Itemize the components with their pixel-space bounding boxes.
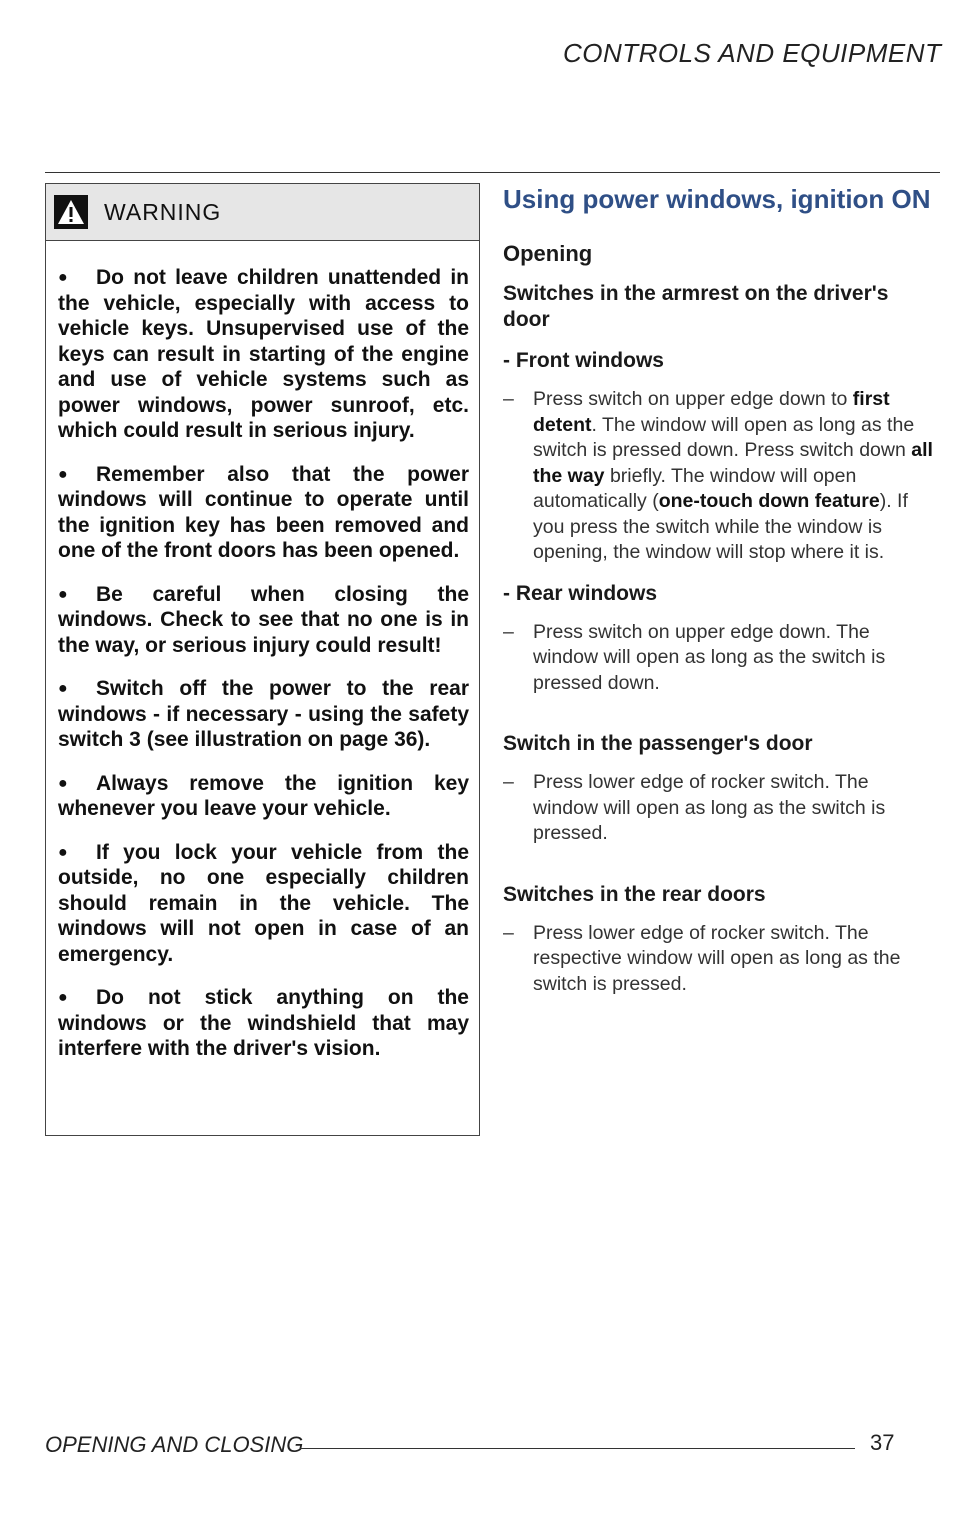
warning-item: ● Be careful when closing the windows. Check to see that no one is in the way, or serious injury could result! [58, 582, 469, 657]
warning-item: ● Always remove the ignition key whenever you leave your vehicle. [58, 771, 469, 820]
warning-label: WARNING [104, 198, 222, 225]
bullet-icon: ● [58, 680, 68, 697]
page-number: 37 [870, 1430, 895, 1455]
bullet-icon: ● [58, 465, 68, 483]
bullet-icon: ● [58, 989, 68, 1006]
passenger-door-heading: Switch in the passenger's door [503, 732, 813, 755]
rear-doors-text: – Press lower edge of rocker switch. The respective window will open as long as the switch is pressed. [503, 921, 901, 995]
warning-item: ● If you lock your vehicle from the outside, no one especially children should remain in the vehicle. The windows will not open in case of an emergency. [58, 840, 469, 966]
rear-windows-heading: - Rear windows [503, 581, 658, 605]
bullet-icon: ● [58, 269, 68, 286]
warning-list [46, 241, 479, 1062]
section-title: Using power windows, ignition ON [503, 184, 931, 214]
warning-item: ● Do not leave children unattended in the vehicle, especially with access to vehicle keys. Unsupervised use of the keys can result in starting of the engine and use of vehicle systems such as power windows, power sunroof, etc. which could result in serious injury. [58, 266, 469, 442]
warning-item: ● Remember also that the power windows will continue to operate until the ignition key has been removed and one of the front doors has been opened. [58, 462, 469, 562]
bullet-icon: ● [58, 843, 68, 861]
warning-triangle-icon [54, 195, 88, 229]
warning-header [46, 184, 479, 241]
armrest-heading: Switches in the armrest on the driver's door [503, 282, 889, 331]
passenger-door-text: – Press lower edge of rocker switch. The window will open as long as the switch is pressed. [503, 771, 886, 844]
header-divider [45, 172, 940, 173]
footer-divider [300, 1448, 855, 1449]
warning-item: ● Do not stick anything on the windows or the windshield that may interfere with the driver's vision. [58, 986, 469, 1060]
front-windows-heading: - Front windows [503, 349, 664, 372]
rear-doors-heading: Switches in the rear doors [503, 882, 766, 906]
footer-section-label: OPENING AND CLOSING [45, 1432, 304, 1457]
front-windows-text: – Press switch on upper edge down to first detent. The window will open as long as the switch is pressed down. Press switch down all the way briefly. The window will open automatically (one-touch down feature). If you press the switch while the window is opening, the window will stop where it is. [503, 388, 933, 563]
warning-box [45, 183, 480, 1136]
warning-item: ● Switch off the power to the rear windows - if necessary - using the safety switch 3 (see illustration on page 36). [58, 677, 469, 751]
bullet-icon: ● [58, 585, 68, 603]
bullet-icon: ● [58, 774, 68, 792]
page-header-title: CONTROLS AND EQUIPMENT [563, 38, 942, 68]
rear-windows-text: – Press switch on upper edge down. The window will open as long as the switch is pressed down. [503, 620, 886, 694]
content-column [503, 183, 938, 997]
opening-heading: Opening [503, 241, 593, 266]
